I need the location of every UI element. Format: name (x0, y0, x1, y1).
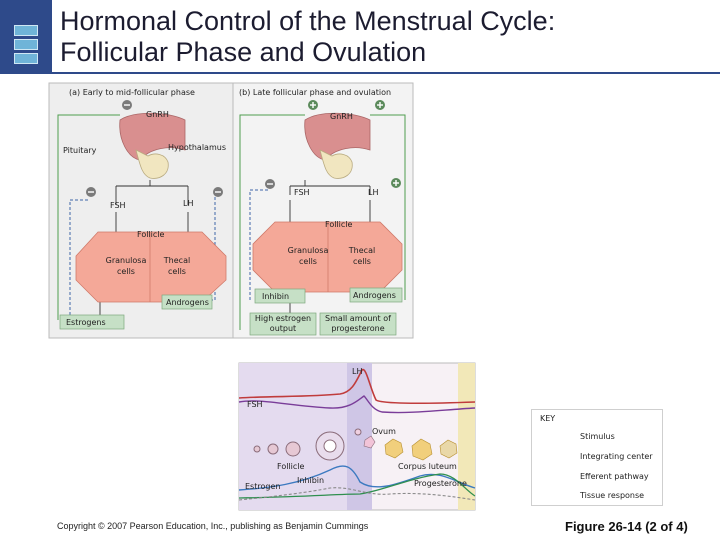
gnrh-label-b: GnRH (330, 112, 353, 121)
fsh-label-a: FSH (110, 201, 126, 210)
graph-lh-label: LH (352, 367, 363, 376)
panel-b-heading: (b) Late follicular phase and ovulation (239, 88, 392, 97)
thecal-label-a: Thecal cells (163, 256, 191, 276)
gnrh-label-a: GnRH (146, 110, 169, 119)
key-stimulus-label: Stimulus (580, 432, 615, 441)
estrogens-label-a: Estrogens (66, 318, 106, 327)
hypothalamus-label: Hypothalamus (168, 143, 226, 152)
graph-fsh-label: FSH (247, 400, 263, 409)
title-line-2: Follicular Phase and Ovulation (60, 37, 427, 67)
copyright-text: Copyright © 2007 Pearson Education, Inc., publishing as Benjamin Cummings (57, 521, 369, 531)
panel-a-heading: (a) Early to mid-follicular phase (69, 88, 195, 97)
granulosa-label-b: Granulosa cells (287, 246, 329, 266)
key-title: KEY (540, 414, 556, 423)
inhibin-label-b: Inhibin (262, 292, 290, 301)
androgens-label-b: Androgens (353, 291, 396, 300)
lh-label-a: LH (183, 199, 194, 208)
key-integrating-label: Integrating center (580, 452, 653, 461)
follicle-a (76, 232, 226, 302)
follicle-label-a: Follicle (137, 230, 165, 239)
pituitary-label: Pituitary (63, 146, 97, 155)
follicle-label-b: Follicle (325, 220, 353, 229)
fsh-label-b: FSH (294, 188, 310, 197)
small-progesterone-label: Small amount of progesterone (325, 314, 391, 333)
graph-progesterone-label: Progesterone (414, 479, 467, 488)
graph-ovum-label: Ovum (372, 427, 396, 436)
androgens-label-a: Androgens (166, 298, 209, 307)
graph-estrogen-label: Estrogen (245, 482, 281, 491)
lh-label-b: LH (368, 188, 379, 197)
thecal-label-b: Thecal cells (348, 246, 376, 266)
key-response-label: Tissue response (580, 491, 645, 500)
graph-follicle-label: Follicle (277, 462, 305, 471)
graph-inhibin-label: Inhibin (297, 476, 325, 485)
granulosa-label-a: Granulosa cells (105, 256, 147, 276)
high-estrogen-label: High estrogen output (254, 314, 312, 333)
figure-label: Figure 26-14 (2 of 4) (565, 519, 688, 534)
ovulation-band (347, 363, 372, 510)
title-line-1: Hormonal Control of the Menstrual Cycle: (60, 6, 556, 36)
graph-corpus-luteum-label: Corpus luteum (398, 462, 457, 471)
key-efferent-label: Efferent pathway (580, 472, 649, 481)
